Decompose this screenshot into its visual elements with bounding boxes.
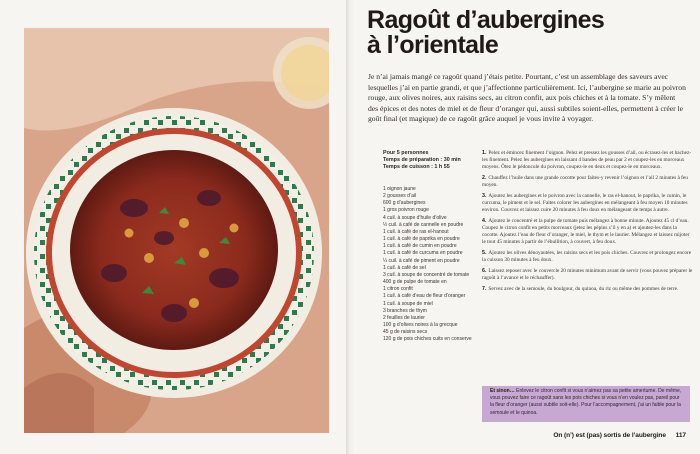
page-number: 117 (675, 432, 686, 439)
ingredient-item: 2 gousses d’ail (383, 193, 417, 200)
ingredient-item: 100 g d’olives noires à la grecque (383, 321, 458, 328)
ingredient-item: ¼ cuil. à café de piment en poudre (383, 257, 460, 264)
stew-plate-illustration (24, 28, 329, 433)
page-footer (553, 432, 686, 439)
step-number: 7. (482, 286, 487, 292)
tip-label: Et sinon… (490, 388, 515, 394)
servings: Pour 5 personnes (383, 150, 429, 156)
ingredient-item: 3 branches de thym (383, 307, 427, 314)
ingredient-item: 1 oignon jaune (383, 186, 416, 192)
recipe-title-line2: à l’orientale (367, 31, 499, 59)
recipe-photo (24, 28, 329, 433)
page-gutter (346, 0, 356, 454)
ingredients-list (383, 186, 478, 343)
ingredient-item: 4 cuil. à soupe d’huile d’olive (383, 214, 447, 221)
ingredient-item: 2 feuilles de laurier (383, 314, 425, 321)
step-number: 5. (482, 250, 487, 256)
step-text: Ajoutez les aubergines et le poivron avec la cannelle, le ras el-hanout, le paprika, le cumin, le curcuma, le piment et le sel. Faites colorer les aubergines en mélangeant à feu moyen 10 minutes environ. Couvrez et laissez cuire 20 minutes à feu doux en mélangeant de temps à autre. (482, 193, 688, 213)
footer-chapter-title: On (n’) est (pas) sortis de l’aubergine (553, 432, 666, 439)
step-number: 2. (482, 175, 487, 181)
step-text: Ajoutez les olives dénoyautées, les raisins secs et les pois chiches. Couvrez et prolongez encore la cuisson 30 minutes à feu doux. (482, 250, 692, 263)
ingredient-item: 45 g de raisins secs (383, 329, 428, 336)
step-number: 6. (482, 268, 487, 274)
step-text: Laissez reposer avec le couvercle 20 minutes minimum avant de servir (vous pouvez préparer le ragoût à l’avance et le réchauffer). (482, 268, 693, 281)
ingredient-item: ½ cuil. à café de cannelle en poudre (383, 221, 464, 228)
step-text: Servez avec de la semoule, du boulgour, du quinoa, du riz ou même des pommes de terre. (488, 286, 679, 292)
recipe-meta (383, 150, 478, 172)
step-text: Chauffez l’huile dans une grande cocotte pour faites-y revenir l’oignon et l’ail 2 minutes à feu moyen. (482, 175, 688, 188)
ingredient-item: 1 gros poivron rouge (383, 207, 429, 214)
step-number: 1. (482, 150, 487, 156)
steps-list (482, 150, 694, 297)
tip-box (482, 386, 690, 422)
ingredient-item: 1 cuil. à café de ras el-hanout (383, 228, 449, 235)
step-item (482, 218, 694, 246)
step-item (482, 268, 694, 282)
prep-time: Temps de préparation : 30 min (383, 157, 461, 164)
ingredient-item: 1 citron confit (383, 286, 413, 293)
ingredient-item: 400 g de pulpe de tomate en (383, 279, 447, 286)
cook-time: Temps de cuisson : 1 h 55 (383, 164, 450, 171)
ingredient-item: 1 cuil. à café de curcuma en poudre (383, 250, 463, 257)
step-item (482, 286, 694, 293)
recipe-title-line1: Ragoût d’aubergines (367, 6, 605, 34)
ingredient-item: 1 cuil. à café de sel (383, 264, 426, 271)
recipe-intro: Je n’ai jamais mangé ce ragoût quand j’étais petite. Pourtant, c’est un assemblage des saveurs avec lesquelles j’ai en partie grandi, et que j’affectionne particulièrement. Ici, l’aubergine se marie au poivron rouge, aux olives noires, aux raisins secs, au citron confit, aux pois chiches et à la tomate. S’y mêlent des épices et des notes de miel et de fleur d’oranger qui, aussi subtiles soient-elles, permettent à créer le goût final (et magique) de ce ragoût grâce auquel je vous invite à voyager. (368, 72, 686, 123)
tip-text: Enlevez le citron confit si vous n’aimez pas sa petite amertume. De même, vous pouvez faire ce ragoût sans les pois chiches si vous n’en voulez pas, pareil pour la fleur d’oranger (aussi subtile soit-elle). Pour l’accompagnement, j’ai un faible pour la semoule et le quinoa. (490, 388, 682, 416)
ingredient-item: 1 cuil. à café d’eau de fleur d’oranger (383, 293, 466, 300)
ingredient-item: 1 cuil. à café de cumin en poudre (383, 243, 457, 250)
step-text: Ajoutez le concentré et la pulpe de tomate puis mélangez à bonne minute. Ajoutez 45 cl d’eau. Coupez le citron confit en petits morceaux (jetez les pépins s’il y en a) et ajoutez-les dans la cocotte. Ajoutez l’eau de fleur d’oranger, le miel, le thym et le laurier. Mélangez et laissez mijoter le tout 45 minutes à partir de l’ébullition, à couvert, à feu doux. (482, 218, 690, 245)
ingredient-item: 120 g de pois chiches cuits en conserve (383, 336, 472, 343)
step-text: Pelez et émincez finement l’oignon. Pelez et pressez les gousses d’ail, ou écrasez-les et hachez-les finement. Pelez les aubergines en laissant 4 bandes de peau par 2 et coupez-les en morceaux moyens. Ôtez le pédoncule du poivron, coupez-le en deux et coupez-le en morceaux. (482, 150, 692, 170)
step-item (482, 250, 694, 264)
ingredient-item: 3 cuil. à soupe de concentré de tomate (383, 271, 470, 278)
ingredient-item: 600 g d’aubergines (383, 200, 426, 207)
step-item (482, 175, 694, 189)
step-item (482, 193, 694, 214)
step-number: 4. (482, 218, 487, 224)
step-number: 3. (482, 193, 487, 199)
step-item (482, 150, 694, 171)
ingredient-item: 1 cuil. à café de paprika en poudre (383, 236, 460, 243)
ingredient-item: 1 cuil. à soupe de miel (383, 300, 433, 307)
recipe-title (367, 8, 687, 58)
